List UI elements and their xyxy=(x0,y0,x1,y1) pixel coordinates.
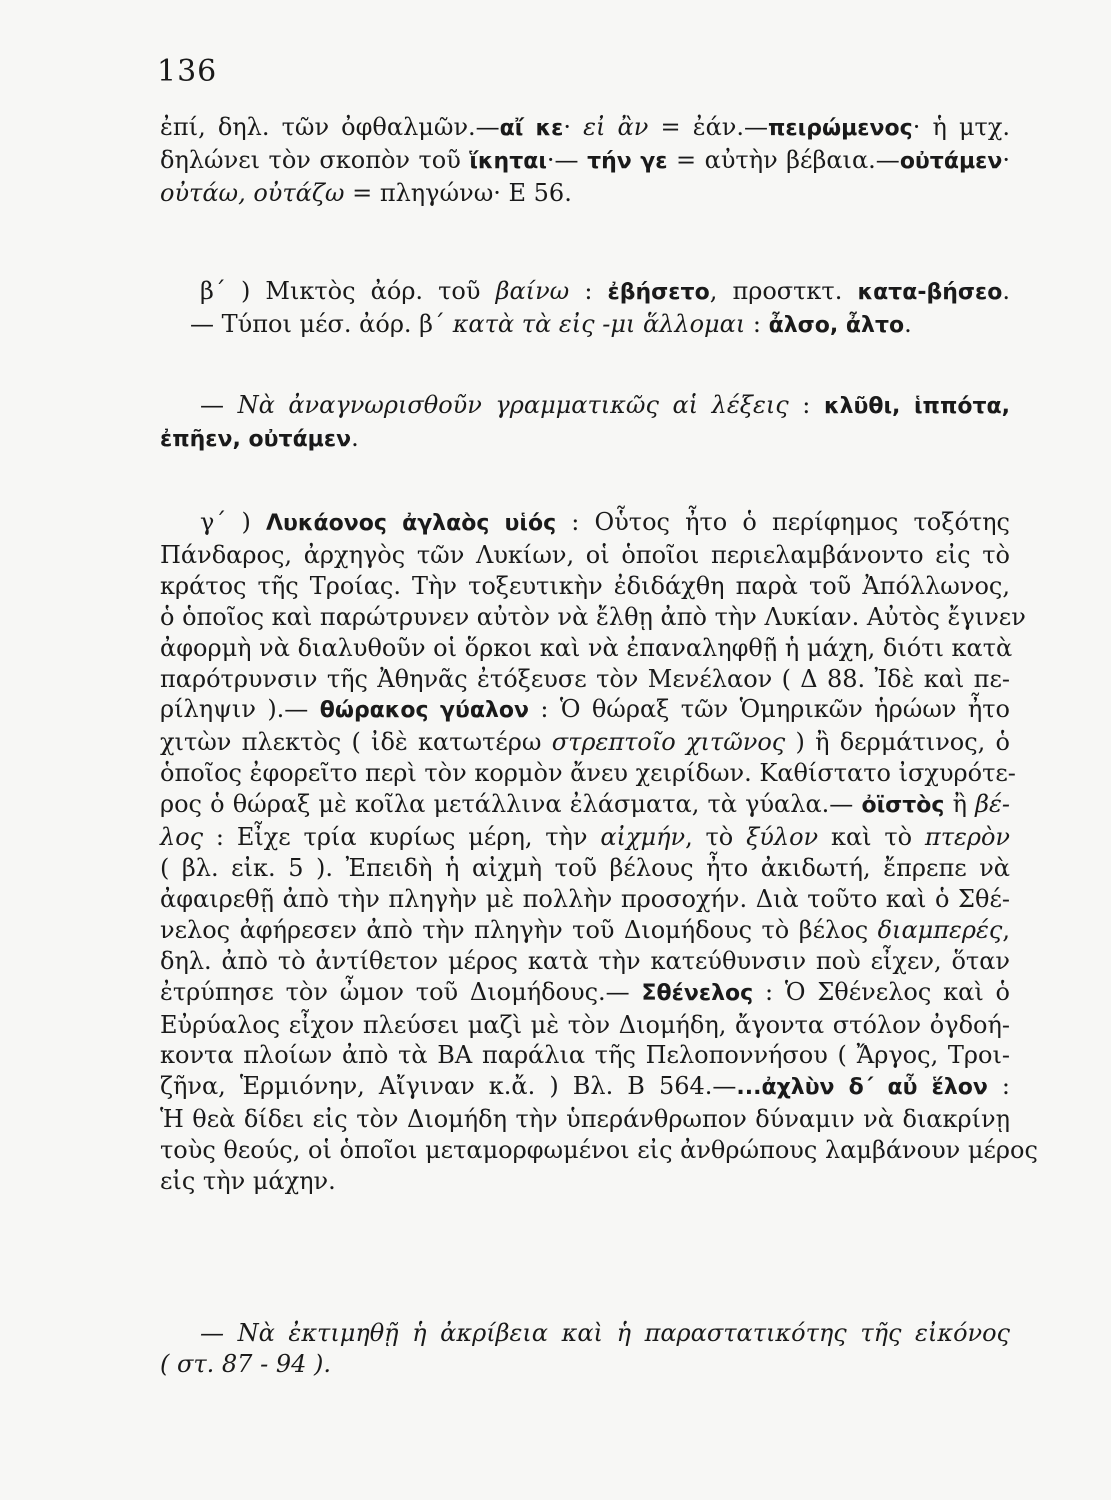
lemma: Σθένελος xyxy=(641,980,754,1006)
text-line: λος : Εἶχε τρία κυρίως μέρη, τὴν αἰχμήν, τὸ ξύλον καὶ τὸ πτερὸν xyxy=(160,823,1010,852)
paragraph-commentary-2 xyxy=(160,276,1010,342)
lemma: αἴ κε xyxy=(499,116,564,141)
text-line: ἐπῆεν, οὐτάμεν. xyxy=(160,423,359,452)
page-number: 136 xyxy=(157,54,218,89)
lemma: κλῦθι, ἱππότα, xyxy=(823,394,1010,419)
paragraph-commentary-3 xyxy=(160,507,1038,1197)
text-line: νελος ἀφήρεσεν ἀπὸ τὴν πληγὴν τοῦ Διομήδους τὸ βέλος διαμπερές, xyxy=(160,915,1010,944)
text-line: — Νὰ ἀναγνωρισθοῦν γραμματικῶς αἱ λέξεις : κλῦθι, ἱππότα, xyxy=(200,391,1010,419)
text-line: ὁ ὁποῖος καὶ παρώτρυνεν αὐτὸν νὰ ἔλθῃ ἀπὸ τὴν Λυκίαν. Αὐτὸς ἔγινεν xyxy=(160,602,1026,631)
lemma: πειρώμενος xyxy=(768,116,913,141)
lemma: Λυκάονος ἀγλαὸς υἱός xyxy=(266,511,557,536)
lemma: τήν γε xyxy=(587,148,668,174)
text-line: ὁποῖος ἐφορεῖτο περὶ τὸν κορμὸν ἄνευ χειρίδων. Καθίστατο ἰσχυρότε- xyxy=(160,759,1016,788)
text-line: — Νὰ ἐκτιμηθῇ ἡ ἀκρίβεια καὶ ἡ παραστατικότης τῆς εἰκόνος xyxy=(200,1319,1010,1347)
text-line: οὐτάω, οὐτάζω = πληγώνω· Ε 56. xyxy=(160,178,572,207)
text-line: β΄ ) Μικτὸς ἀόρ. τοῦ βαίνω : ἐβήσετο, προστκτ. κατα-βήσεο. xyxy=(200,277,1011,305)
text-line: παρότρυνσιν τῆς Ἀθηνᾶς ἐτόξευσε τὸν Μενέλαον ( Δ 88. Ἰδὲ καὶ πε- xyxy=(160,664,1010,693)
text-line: εἰς τὴν μάχην. xyxy=(160,1167,336,1196)
paragraph-exercise-1 xyxy=(160,390,1010,456)
text-line: τοὺς θεούς, οἱ ὁποῖοι μεταμορφωμένοι εἰς ἀνθρώπους λαμβάνουν μέρος xyxy=(160,1136,1038,1165)
text-line: ρίληψιν ).— θώρακος γύαλον : Ὁ θώραξ τῶν Ὁμηρικῶν ἡρώων ἦτο xyxy=(160,695,1010,724)
text-line: ἐπί, δηλ. τῶν ὀφθαλμῶν.—αἴ κε· εἰ ἂν = ἐάν.—πειρώμενος· ἡ μτχ. xyxy=(160,113,1010,141)
text-line: γ΄ ) Λυκάονος ἀγλαὸς υἱός : Οὗτος ἦτο ὁ περίφημος τοξότης xyxy=(200,508,1011,536)
text-line: Πάνδαρος, ἀρχηγὸς τῶν Λυκίων, οἱ ὁποῖοι περιελαμβάνοντο εἰς τὸ xyxy=(160,540,1010,569)
text-line: δηλ. ἀπὸ τὸ ἀντίθετον μέρος κατὰ τὴν κατεύθυνσιν ποὺ εἶχεν, ὅταν xyxy=(160,946,1010,975)
text-line: ρος ὁ θώραξ μὲ κοῖλα μετάλλινα ἐλάσματα, τὰ γύαλα.— ὀϊστὸς ἢ βέ- xyxy=(160,790,1010,819)
text-line: ἐτρύπησε τὸν ὦμον τοῦ Διομήδους.— Σθένελος : Ὁ Σθένελος καὶ ὁ xyxy=(160,977,1010,1006)
lemma: ἐπῆεν, οὐτάμεν xyxy=(160,426,352,452)
text-line: ζῆνα, Ἑρμιόνην, Αἴγιναν κ.ἄ. ) Βλ. Β 564.—...ἀχλὺν δ΄ αὖ ἕλον : xyxy=(160,1072,1011,1101)
lemma: ἐβήσετο xyxy=(607,280,710,305)
text-line: κράτος τῆς Τροίας. Τὴν τοξευτικὴν ἐδιδάχθη παρὰ τοῦ Ἀπόλλωνος, xyxy=(160,571,1010,600)
lemma: ἆλσο, ἆλτο xyxy=(768,312,905,338)
text-line: ( βλ. εἰκ. 5 ). Ἐπειδὴ ἡ αἰχμὴ τοῦ βέλους ἦτο ἀκιδωτή, ἔπρεπε νὰ xyxy=(160,853,1010,882)
text-line: κοντα πλοίων ἀπὸ τὰ ΒΑ παράλια τῆς Πελοποννήσου ( Ἄργος, Τροι- xyxy=(160,1041,1010,1070)
lemma: θώρακος γύαλον xyxy=(319,698,529,724)
lemma: ...ἀχλὺν δ΄ αὖ ἕλον xyxy=(736,1075,988,1101)
text-line: Ἡ θεὰ δίδει εἰς τὸν Διομήδη τὴν ὑπεράνθρωπον δύναμιν νὰ διακρίνῃ xyxy=(160,1105,1010,1134)
text-line: δηλώνει τὸν σκοπὸν τοῦ ἵκηται·— τήν γε = αὐτὴν βέβαια.—οὐτάμεν· xyxy=(160,145,1010,174)
paragraph-exercise-2 xyxy=(160,1318,1010,1380)
paragraph-commentary-1 xyxy=(160,112,1010,209)
text-line: ( στ. 87 - 94 ). xyxy=(160,1349,331,1378)
text-line: ἀφαιρεθῇ ἀπὸ τὴν πληγὴν μὲ πολλὴν προσοχήν. Διὰ τοῦτο καὶ ὁ Σθέ- xyxy=(160,884,1010,913)
lemma: ἵκηται xyxy=(469,148,547,174)
text-line: — Τύποι μέσ. ἀόρ. β΄ κατὰ τὰ εἰς -μι ἅλλομαι : ἆλσο, ἆλτο. xyxy=(190,309,912,338)
lemma: κατα-βήσεο xyxy=(857,280,1003,305)
lemma: οὐτάμεν xyxy=(899,148,1003,174)
lemma: ὀϊστὸς xyxy=(861,793,945,819)
text-line: χιτὼν πλεκτὸς ( ἰδὲ κατωτέρω στρεπτοῖο χιτῶνος ) ἢ δερμάτινος, ὁ xyxy=(160,728,1010,757)
text-line: ἀφορμὴ νὰ διαλυθοῦν οἱ ὅρκοι καὶ νὰ ἐπαναληφθῇ ἡ μάχη, διότι κατὰ xyxy=(160,633,1013,662)
text-line: Εὐρύαλος εἶχον πλεύσει μαζὶ μὲ τὸν Διομήδη, ἄγοντα στόλον ὀγδοή- xyxy=(160,1010,1010,1039)
